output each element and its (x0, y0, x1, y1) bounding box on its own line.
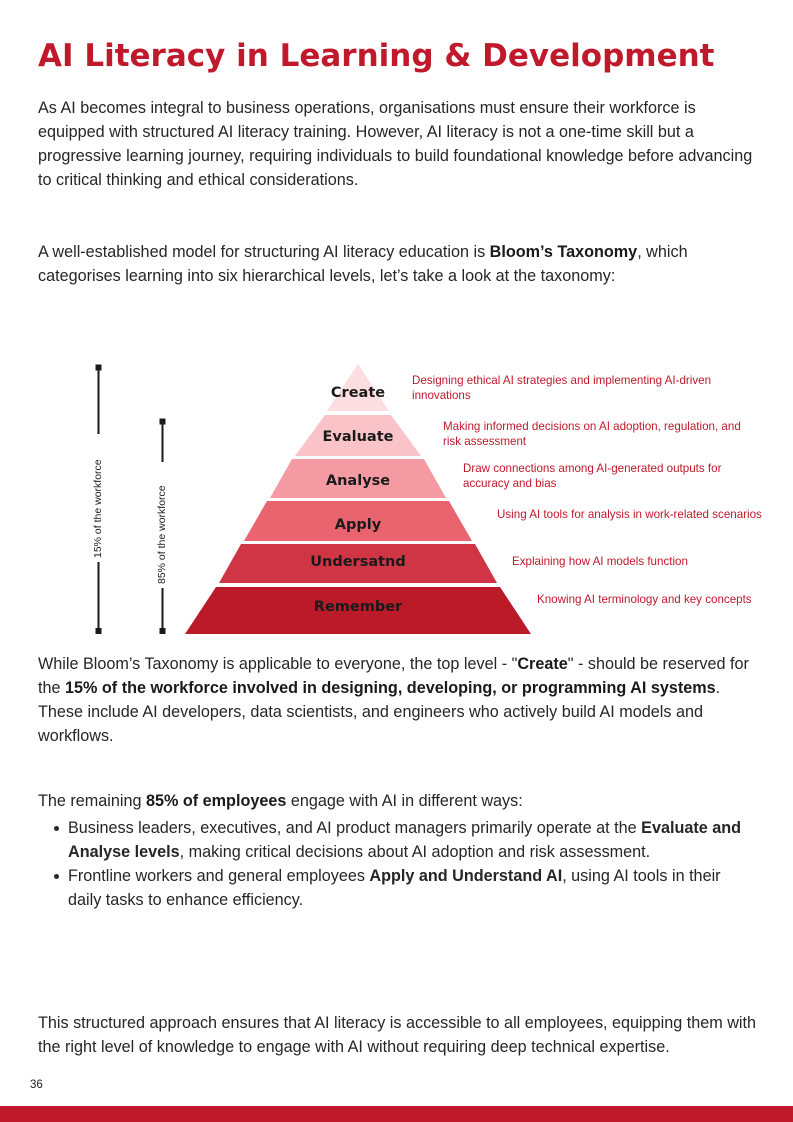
create-level-paragraph: While Bloom’s Taxonomy is applicable to everyone, the top level - "Create" - should be reserved for the 15% of the workforce involved in designing, developing, or programming AI systems. These include AI developers, data scientists, and engineers who actively build AI models and workflows. (38, 655, 749, 745)
level-description-remember: Knowing AI terminology and key concepts (537, 593, 752, 606)
range-label-15: 15% of the workforce (92, 459, 104, 558)
intro-paragraph-taxonomy: A well-established model for structuring AI literacy education is Bloom’s Taxonomy, which categorises learning into six hierarchical levels, let’s take a look at the taxonomy: (38, 243, 688, 285)
level-description-understand: Explaining how AI models function (512, 555, 688, 568)
blooms-taxonomy-pyramid (0, 350, 793, 650)
conclusion-paragraph: This structured approach ensures that AI literacy is accessible to all employees, equipping them with the right level of knowledge to engage with AI without requiring deep technical expertise. (38, 1014, 757, 1056)
footer-bar (0, 1106, 793, 1122)
level-label-create: Create (330, 385, 386, 401)
intro-paragraph: As AI becomes integral to business operations, organisations must ensure their workforce is equipped with structured AI literacy training. However, AI literacy is not a one-time skill but a progressive learning journey, requiring individuals to build foundational knowledge before advancing to critical thinking and ethical considerations. (38, 99, 753, 189)
level-label-apply: Apply (334, 517, 382, 533)
level-description-analyse: Draw connections among AI-generated outputs for accuracy and bias (463, 462, 722, 490)
remaining-employees-paragraph: The remaining 85% of employees engage with AI in different ways: (38, 792, 523, 810)
level-description-create: Designing ethical AI strategies and implementing AI-driven innovations (412, 374, 712, 402)
level-label-evaluate: Evaluate (322, 429, 394, 445)
level-label-understand: Undersatnd (310, 554, 406, 570)
range-label-85: 85% of the workforce (156, 485, 168, 584)
page-title: AI Literacy in Learning & Development (38, 38, 715, 74)
level-description-evaluate: Making informed decisions on AI adoption, regulation, and risk assessment (443, 420, 741, 448)
level-description-apply: Using AI tools for analysis in work-related scenarios (497, 508, 762, 521)
level-label-analyse: Analyse (325, 473, 391, 489)
page-number: 36 (30, 1079, 43, 1091)
list-item: Business leaders, executives, and AI product managers primarily operate at the Evaluate and Analyse levels, making critical decisions about AI adoption and risk assessment. (38, 816, 758, 864)
list-item: Frontline workers and general employees Apply and Understand AI, using AI tools in their daily tasks to enhance efficiency. (38, 864, 758, 912)
blooms-taxonomy-term: Bloom’s Taxonomy (489, 243, 638, 261)
roles-bullet-list (38, 816, 758, 912)
level-label-remember: Remember (313, 599, 403, 615)
